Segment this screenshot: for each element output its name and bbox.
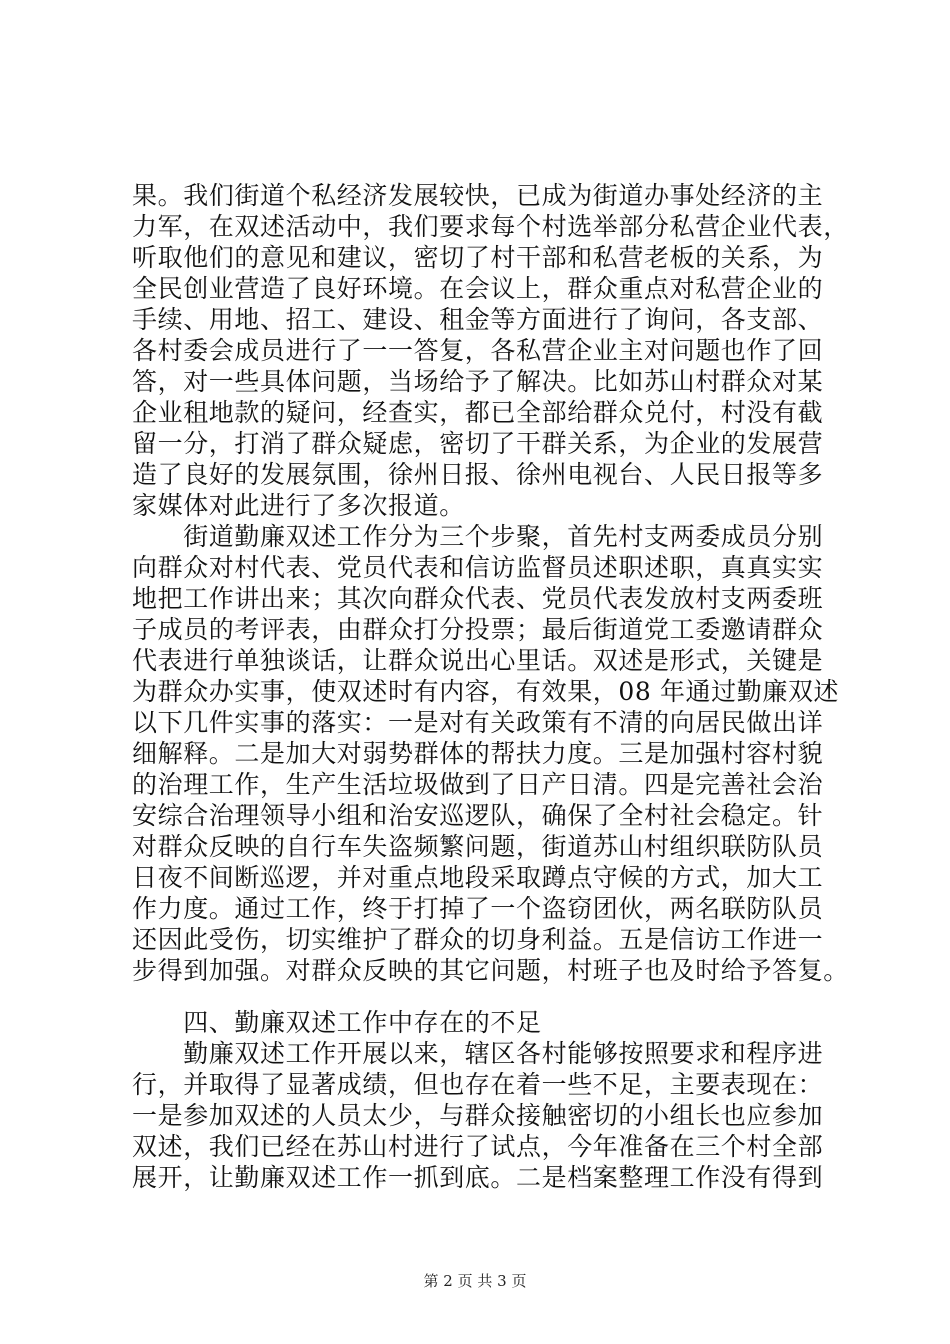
text-line: 全民创业营造了良好环境。在会议上，群众重点对私营企业的 [132, 274, 824, 303]
page-footer: 第 2 页 共 3 页 [423, 1272, 527, 1290]
text-line: 的治理工作，生产生活垃圾做到了日产日清。四是完善社会治 [132, 770, 824, 799]
text-line: 步得到加强。对群众反映的其它问题，村班子也及时给予答复。 [132, 956, 849, 985]
text-line: 手续、用地、招工、建设、租金等方面进行了询问，各支部、 [132, 305, 824, 334]
text-line: 果。我们街道个私经济发展较快，已成为街道办事处经济的主 [132, 181, 824, 210]
text-line: 力军，在双述活动中，我们要求每个村选举部分私营企业代表， [132, 212, 849, 241]
text-line: 还因此受伤，切实维护了群众的切身利益。五是信访工作进一 [132, 925, 824, 954]
text-line: 街道勤廉双述工作分为三个步聚，首先村支两委成员分别 [132, 522, 824, 551]
text-line: 代表进行单独谈话，让群众说出心里话。双述是形式，关键是 [132, 646, 824, 675]
text-line: 安综合治理领导小组和治安巡逻队，确保了全村社会稳定。针 [132, 801, 824, 830]
text-line: 作力度。通过工作，终于打掉了一个盗窃团伙，两名联防队员 [132, 894, 824, 923]
text-line: 双述，我们已经在苏山村进行了试点，今年准备在三个村全部 [132, 1132, 824, 1161]
text-line: 留一分，打消了群众疑虑，密切了干群关系，为企业的发展营 [132, 429, 824, 458]
text-line: 一是参加双述的人员太少，与群众接触密切的小组长也应参加 [132, 1101, 824, 1130]
text-line: 为群众办实事，使双述时有内容，有效果，08 年通过勤廉双述 [132, 677, 840, 706]
text-line: 家媒体对此进行了多次报道。 [132, 491, 465, 520]
text-line: 以下几件实事的落实：一是对有关政策有不清的向居民做出详 [132, 708, 824, 737]
text-line: 子成员的考评表，由群众打分投票；最后街道党工委邀请群众 [132, 615, 824, 644]
text-line: 答，对一些具体问题，当场给予了解决。比如苏山村群众对某 [132, 367, 824, 396]
text-line: 企业租地款的疑问，经查实，都已全部给群众兑付，村没有截 [132, 398, 824, 427]
text-line: 细解释。二是加大对弱势群体的帮扶力度。三是加强村容村貌 [132, 739, 824, 768]
section-heading: 四、勤廉双述工作中存在的不足 [132, 1008, 542, 1037]
text-line: 听取他们的意见和建议，密切了村干部和私营老板的关系，为 [132, 243, 824, 272]
text-line: 各村委会成员进行了一一答复，各私营企业主对问题也作了回 [132, 336, 824, 365]
text-line: 向群众对村代表、党员代表和信访监督员述职述职，真真实实 [132, 553, 824, 582]
text-line: 日夜不间断巡逻，并对重点地段采取蹲点守候的方式，加大工 [132, 863, 824, 892]
text-line: 展开，让勤廉双述工作一抓到底。二是档案整理工作没有得到 [132, 1163, 824, 1192]
text-line: 对群众反映的自行车失盗频繁问题，街道苏山村组织联防队员 [132, 832, 824, 861]
text-line: 地把工作讲出来；其次向群众代表、党员代表发放村支两委班 [132, 584, 824, 613]
text-line: 行，并取得了显著成绩，但也存在着一些不足，主要表现在： [132, 1070, 824, 1099]
text-line: 勤廉双述工作开展以来，辖区各村能够按照要求和程序进 [132, 1039, 824, 1068]
text-line: 造了良好的发展氛围，徐州日报、徐州电视台、人民日报等多 [132, 460, 824, 489]
